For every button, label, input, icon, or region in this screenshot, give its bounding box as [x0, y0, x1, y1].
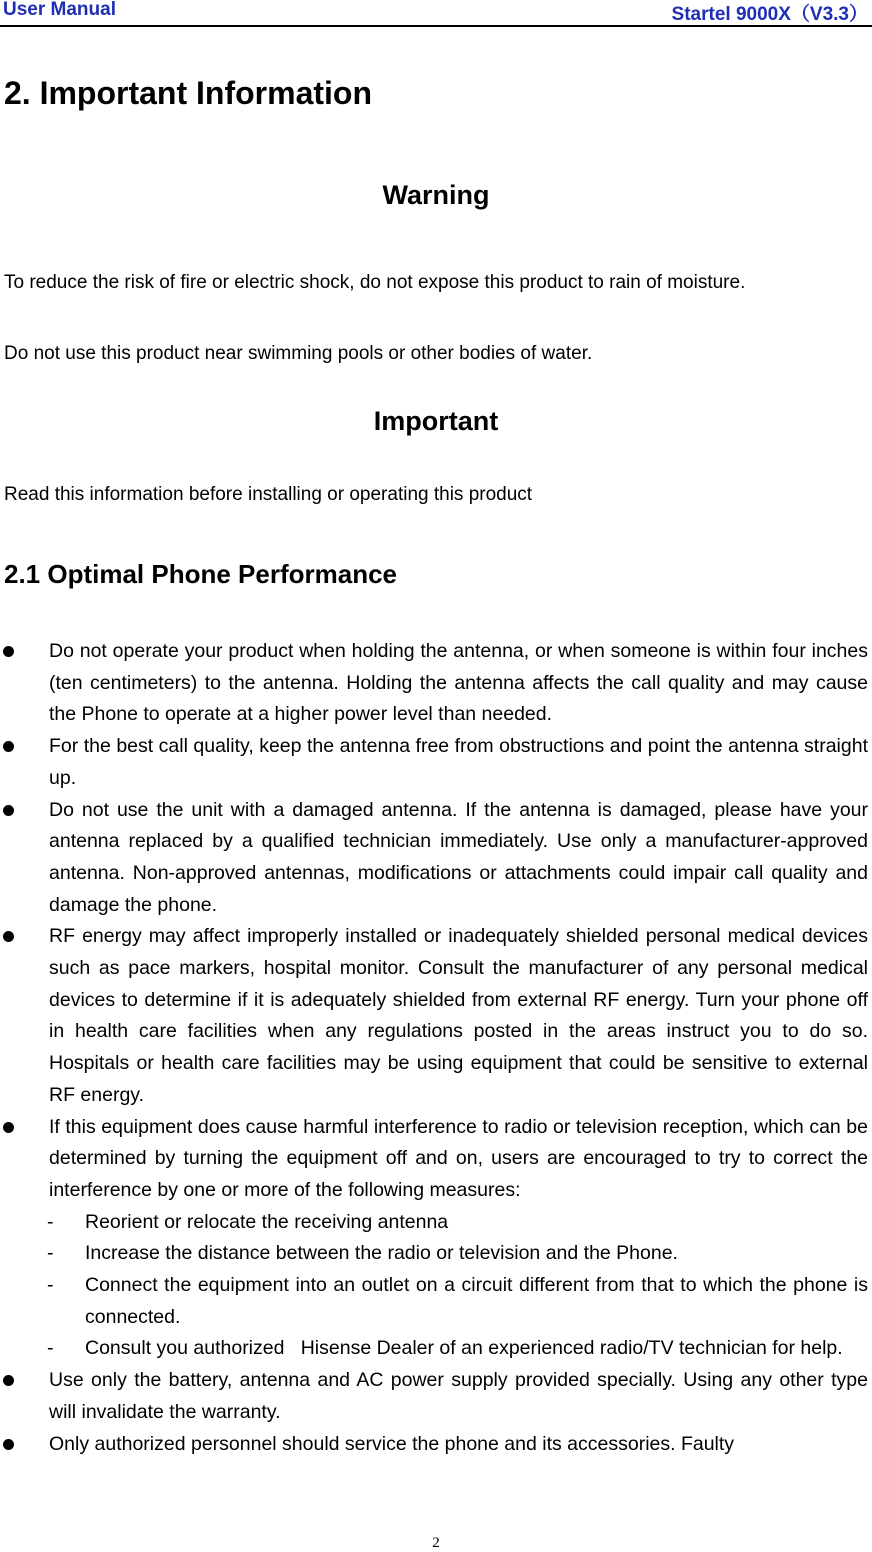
list-item-text: Only authorized personnel should service the phone and its accessories. Faulty	[49, 1432, 735, 1455]
page-number: 2	[432, 1535, 440, 1551]
sub-list-item-text: Consult you authorized Hisense Dealer of an experienced radio/TV technician for help.	[85, 1337, 843, 1360]
list-item-text: Use only the battery, antenna and AC power supply provided specially. Using any other type will invalidate the warranty.	[49, 1369, 868, 1423]
performance-bullet-list	[0, 636, 872, 1460]
list-item-text: If this equipment does cause harmful interference to radio or television reception, which can be determined by turning the equipment off and on, users are encouraged to try to correct the interference by one or more of the following measures:	[49, 1115, 868, 1201]
sub-list-item-text: Connect the equipment into an outlet on a circuit different from that to which the phone is connected.	[85, 1274, 868, 1328]
list-item	[0, 1112, 872, 1366]
important-paragraph: Read this information before installing or operating this product	[4, 484, 533, 505]
sub-list-item-text: Reorient or relocate the receiving antenna	[85, 1210, 449, 1233]
bullet-icon	[3, 1439, 14, 1450]
list-item-text: RF energy may affect improperly installed or inadequately shielded personal medical devices such as pace markers, hospital monitor. Consult the manufacturer of any personal medical devices to determine if it is adequately shielded from external RF energy. Turn your phone off in health care facilities when any regulations posted in the areas instruct you to do so. Hospitals or health care facilities may be using equipment that could be sensitive to external RF energy.	[49, 925, 868, 1106]
important-title: Important	[373, 406, 499, 436]
header-doc-type: User Manual	[3, 0, 116, 20]
bullet-icon	[3, 741, 14, 752]
list-item	[0, 731, 872, 794]
list-item-text: For the best call quality, keep the antenna free from obstructions and point the antenna straight up.	[49, 735, 868, 789]
bullet-icon	[3, 931, 14, 942]
list-item	[0, 921, 872, 1111]
sub-list-item	[0, 1238, 868, 1270]
warning-paragraph-1: To reduce the risk of fire or electric shock, do not expose this product to rain of moisture.	[4, 272, 746, 293]
list-item-text: Do not operate your product when holding the antenna, or when someone is within four inches (ten centimeters) to the antenna. Holding the antenna affects the call quality and may cause the Phone to operate at a higher power level than needed.	[49, 640, 868, 726]
list-item	[0, 1365, 872, 1428]
list-item	[0, 636, 872, 731]
bullet-icon	[3, 1375, 14, 1386]
subsection-title: 2.1 Optimal Phone Performance	[4, 559, 398, 589]
dash-marker: -	[47, 1274, 54, 1297]
bullet-icon	[3, 1122, 14, 1133]
sub-list-item	[0, 1270, 868, 1333]
list-item	[0, 795, 872, 922]
sub-list-item	[0, 1333, 868, 1365]
warning-paragraph-2: Do not use this product near swimming pools or other bodies of water.	[4, 343, 593, 364]
header-product-version: Startel 9000X（V3.3）	[671, 4, 868, 25]
interference-measures-list	[49, 1207, 868, 1366]
sub-list-item	[0, 1207, 868, 1239]
dash-marker: -	[47, 1242, 54, 1265]
warning-title: Warning	[382, 180, 490, 210]
bullet-icon	[3, 805, 14, 816]
bullet-icon	[3, 646, 14, 657]
list-item	[0, 1429, 872, 1461]
dash-marker: -	[47, 1210, 54, 1233]
page-header	[0, 0, 872, 27]
dash-marker: -	[47, 1337, 54, 1360]
list-item-text: Do not use the unit with a damaged antenna. If the antenna is damaged, please have your antenna replaced by a qualified technician immediately. Use only a manufacturer-approved antenna. Non-approved antennas, modifications or attachments could impair call quality and damage the phone.	[49, 798, 868, 916]
section-title: 2. Important Information	[4, 75, 372, 111]
sub-list-item-text: Increase the distance between the radio or television and the Phone.	[85, 1242, 678, 1265]
